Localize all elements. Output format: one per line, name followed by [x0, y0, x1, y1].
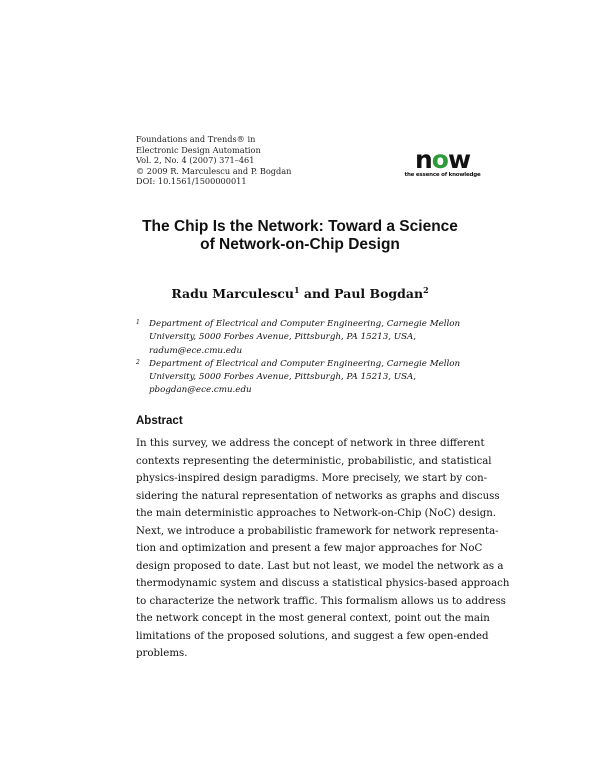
abstract-line: In this survey, we address the concept of network in three different [136, 438, 485, 449]
abstract-line: the network concept in the most general context, point out the main [136, 613, 490, 624]
meta-line: Electronic Design Automation [136, 144, 261, 155]
abstract-line: physics-inspired design paradigms. More precisely, we start by con- [136, 473, 488, 484]
title-line: The Chip Is the Network: Toward a Science [142, 218, 458, 235]
authors: Radu Marculescu$^1$ and Paul Bogdan$^2$ [171, 285, 429, 302]
title-line: of Network-on-Chip Design [200, 236, 400, 253]
meta-line: Foundations and Trends® in [136, 134, 256, 144]
now-publisher-logo: now the essence of knowledge [395, 148, 490, 178]
abstract-line: contexts representing the deterministic, probabilistic, and statistical [136, 455, 492, 467]
abstract-line: the main deterministic approaches to Network-on-Chip (NoC) design. [136, 508, 497, 519]
abstract-line: Next, we introduce a probabilistic framework for network representa- [136, 525, 499, 537]
meta-line: Vol. 2, No. 4 (2007) 371–461 [136, 155, 255, 166]
abstract-line: tion and optimization and present a few major approaches for NoC [136, 543, 483, 554]
journal-metadata [136, 134, 291, 187]
meta-line: © 2009 R. Marculescu and P. Bogdan [136, 165, 292, 176]
abstract-line: sidering the natural representation of networks as graphs and discuss [136, 490, 500, 502]
meta-line: DOI: 10.1561/1500000011 [136, 176, 247, 187]
abstract-body [136, 435, 510, 663]
abstract-line: design proposed to date. Last but not least, we model the network as a [136, 560, 504, 572]
abstract-line: to characterize the network traffic. This formalism allows us to address [136, 595, 506, 607]
affiliation: 1 Department of Electrical and Computer Engineering, Carnegie Mellon University, 5000 Forbes Avenue, Pittsburgh, PA 15213, USA, radum@ece.cmu.edu [136, 319, 461, 356]
affiliation: 2 Department of Electrical and Computer Engineering, Carnegie Mellon University, 5000 Forbes Avenue, Pittsburgh, PA 15213, USA, pbogdan@ece.cmu.edu [136, 358, 461, 396]
abstract-line: limitations of the proposed solutions, and suggest a few open-ended [136, 630, 489, 642]
abstract-line: thermodynamic system and discuss a statistical physics-based approach [136, 578, 510, 589]
affiliations [136, 318, 476, 398]
logo-tagline: the essence of knowledge [404, 172, 481, 178]
paper-title [100, 218, 500, 254]
abstract-line: problems. [136, 648, 188, 659]
abstract-heading: Abstract [136, 415, 183, 427]
